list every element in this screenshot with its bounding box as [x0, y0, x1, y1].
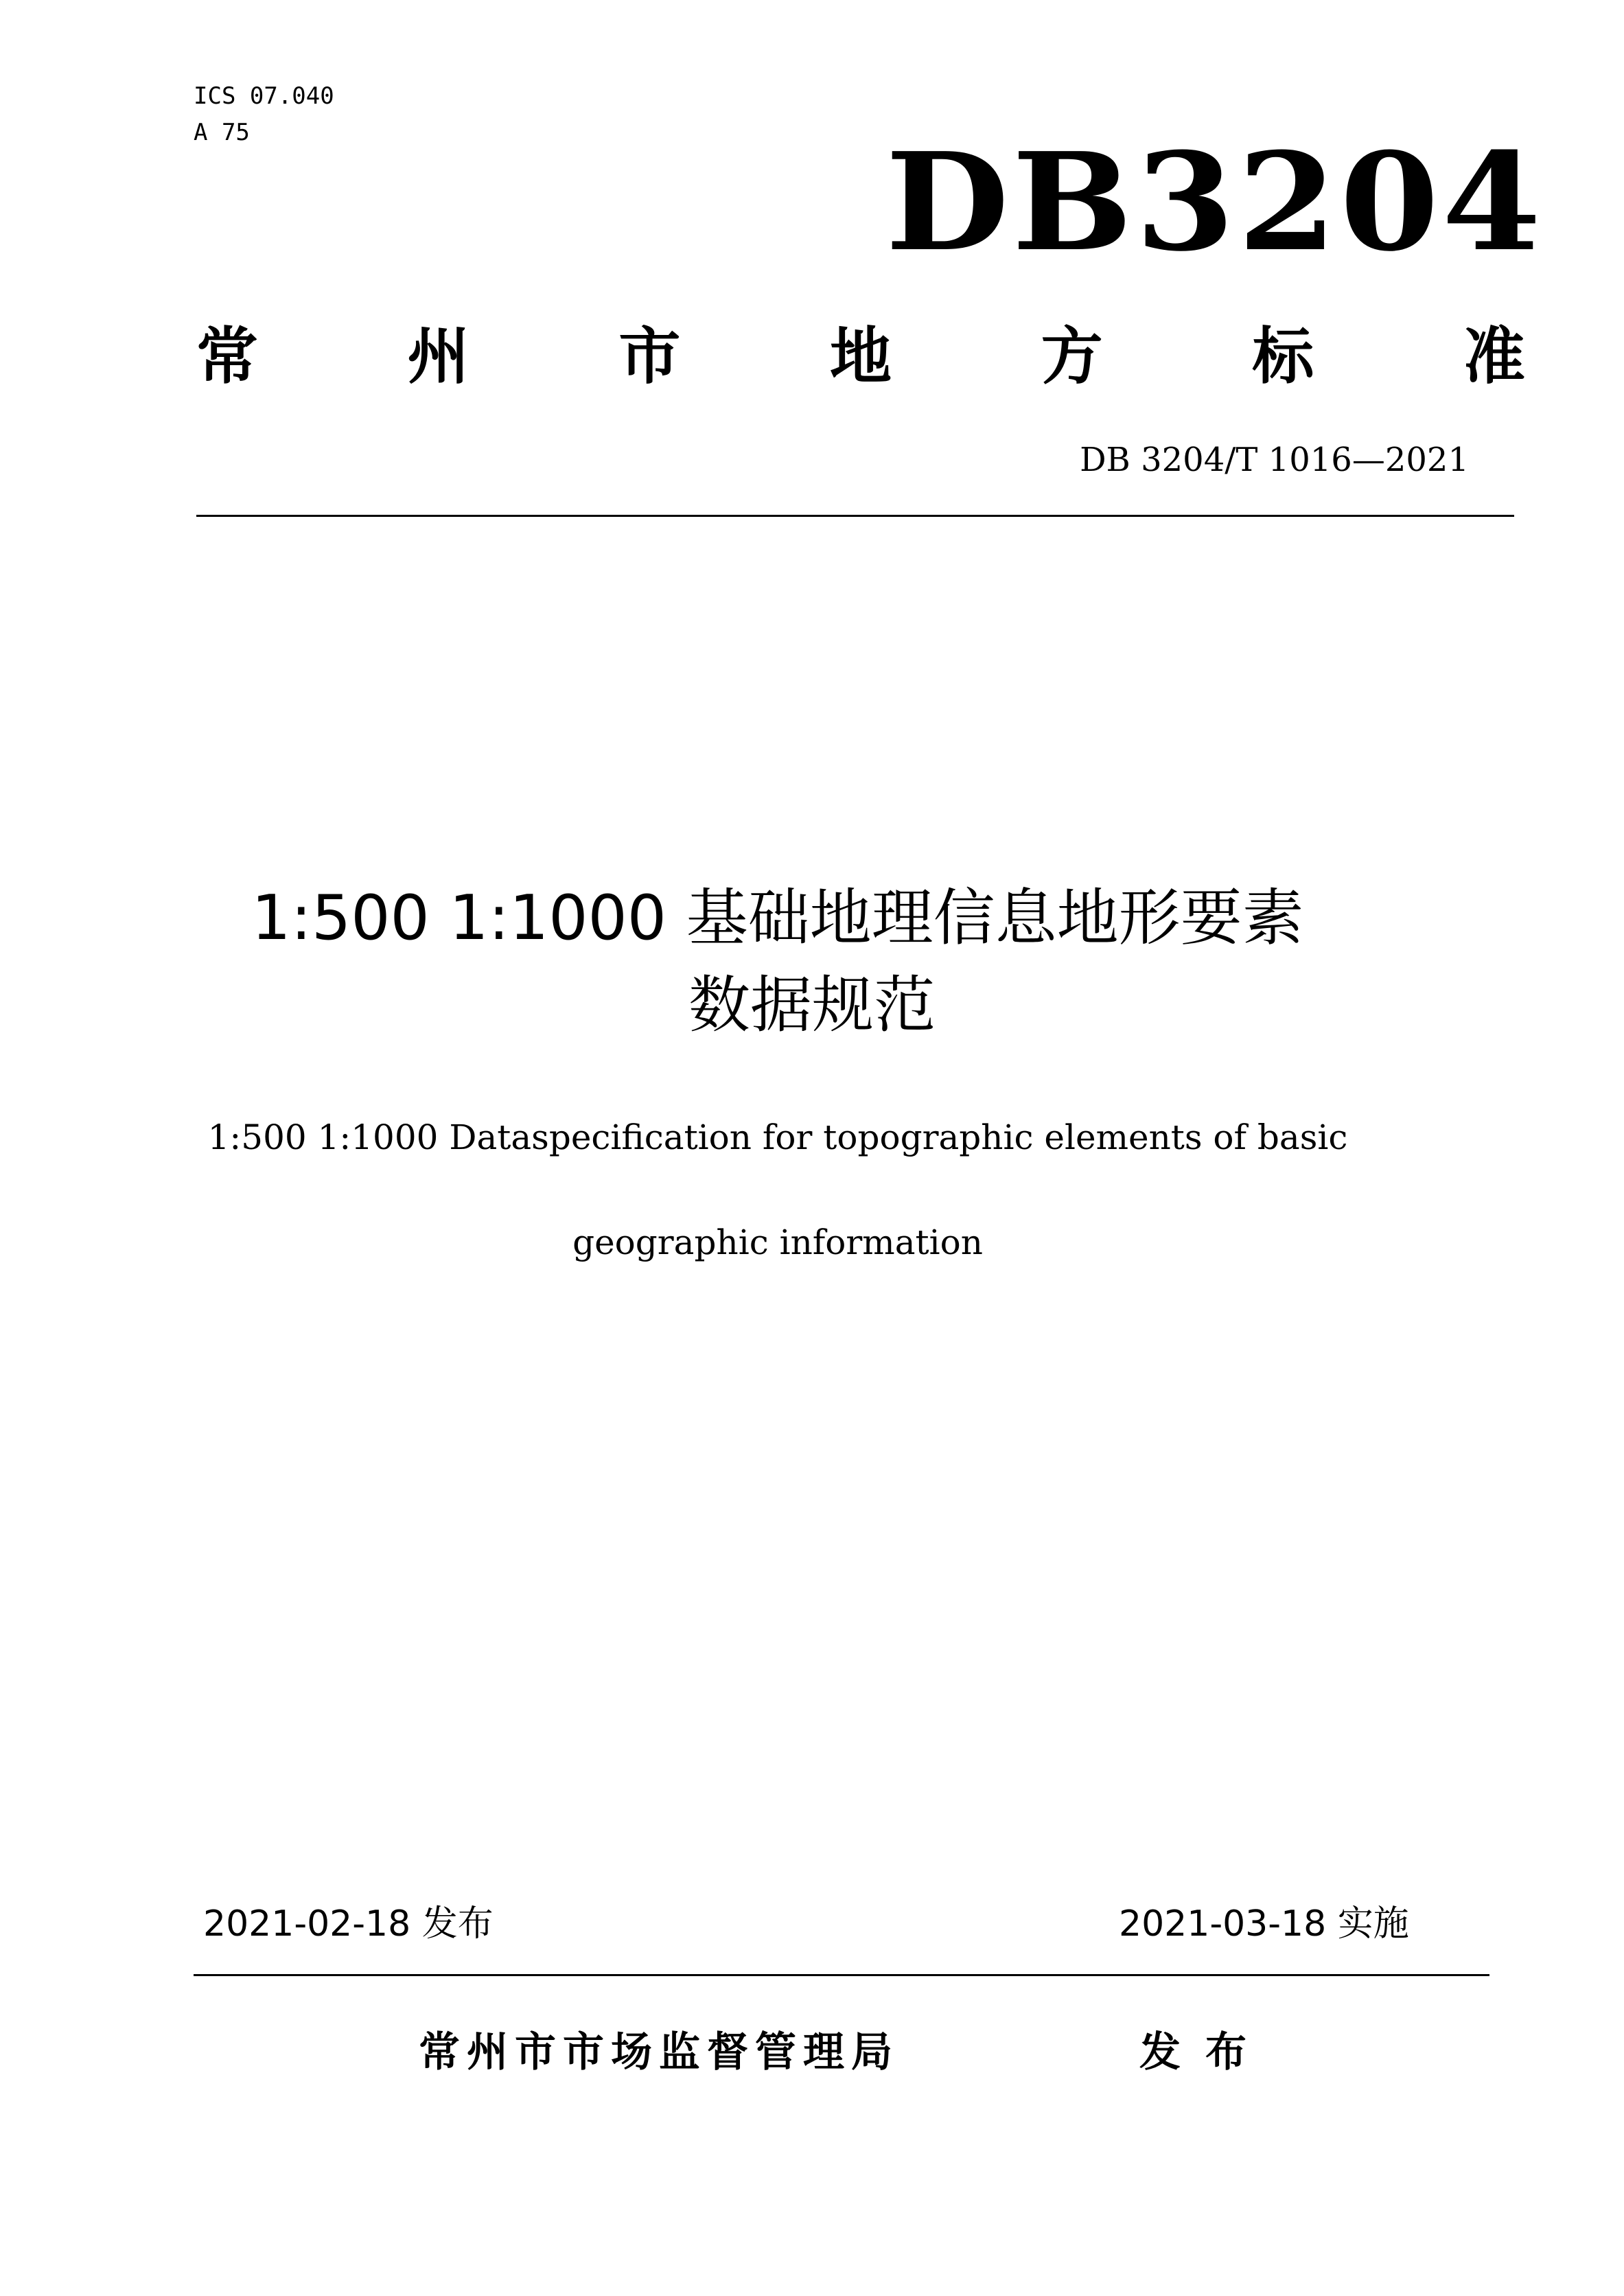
standard-type-char: 州	[407, 321, 469, 393]
issue-date: 2021-02-18 发布	[203, 1903, 494, 1945]
title-chinese-line-1: 1:500 1:1000 基础地理信息地形要素	[251, 882, 1304, 954]
header-divider	[196, 515, 1514, 517]
title-chinese-line-2: 数据规范	[688, 969, 936, 1041]
standard-type-heading	[196, 316, 1525, 398]
ics-code: ICS 07.040	[194, 82, 334, 110]
title-english-line-1: 1:500 1:1000 Dataspecification for topographic elements of basic	[207, 1117, 1348, 1157]
standard-type-char: 常	[196, 321, 258, 393]
standard-type-char: 方	[1041, 321, 1103, 393]
standard-code-logo: DB3204	[885, 124, 1544, 281]
standard-type-char: 地	[829, 321, 892, 393]
issuing-authority: 常州市市场监督管理局	[419, 2028, 899, 2076]
title-english-line-2: geographic information	[572, 1222, 983, 1262]
ccs-code: A 75	[194, 119, 250, 146]
standard-number: DB 3204/T 1016—2021	[1080, 441, 1469, 479]
standard-type-char: 标	[1252, 321, 1314, 393]
footer-divider	[194, 1974, 1489, 1976]
standard-type-char: 准	[1463, 321, 1525, 393]
standard-type-char: 市	[618, 321, 681, 393]
implementation-date: 2021-03-18 实施	[1119, 1903, 1409, 1945]
issue-action-label: 发布	[1139, 2028, 1271, 2076]
